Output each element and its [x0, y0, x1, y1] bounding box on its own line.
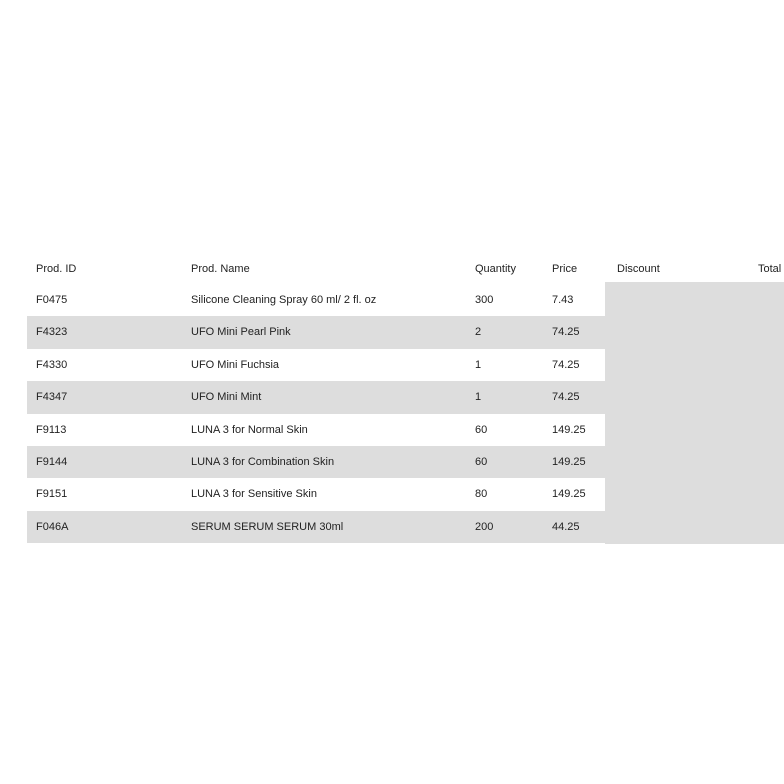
- header-total: Total: [758, 263, 782, 275]
- cell-prod-id: F9144: [36, 455, 68, 468]
- cell-prod-name: UFO Mini Mint: [191, 391, 262, 404]
- cell-prod-id: F046A: [36, 520, 69, 533]
- cell-prod-id: F9113: [36, 423, 67, 436]
- cell-prod-name: Silicone Cleaning Spray 60 ml/ 2 fl. oz: [191, 294, 377, 306]
- header-discount: Discount: [617, 263, 660, 275]
- cell-quantity: 300: [475, 294, 494, 306]
- products-table: [27, 254, 784, 543]
- table-header-row: [27, 254, 784, 284]
- cell-prod-id: F4347: [36, 391, 68, 404]
- cell-prod-id: F4323: [36, 326, 68, 339]
- cell-prod-id: F9151: [36, 488, 68, 501]
- table-row: [27, 511, 605, 543]
- cell-prod-name: LUNA 3 for Normal Skin: [191, 423, 308, 436]
- cell-prod-name: LUNA 3 for Combination Skin: [191, 455, 335, 468]
- cell-quantity: 2: [475, 326, 482, 339]
- cell-quantity: 1: [475, 358, 482, 371]
- cell-price: 44.25: [552, 520, 580, 533]
- header-quantity: Quantity: [475, 263, 516, 275]
- table-row: [27, 349, 605, 381]
- discount-total-shaded-area: [605, 282, 784, 544]
- header-price: Price: [552, 263, 578, 275]
- cell-price: 7.43: [552, 294, 574, 306]
- cell-price: 74.25: [552, 358, 580, 371]
- table-row: [27, 284, 605, 316]
- cell-prod-id: F4330: [36, 358, 68, 371]
- cell-prod-name: LUNA 3 for Sensitive Skin: [191, 488, 317, 501]
- table-row: [27, 446, 605, 478]
- cell-price: 149.25: [552, 488, 586, 501]
- cell-prod-name: UFO Mini Pearl Pink: [191, 326, 291, 339]
- table-row: [27, 381, 605, 413]
- cell-prod-id: F0475: [36, 294, 68, 306]
- table-row: [27, 316, 605, 348]
- cell-price: 149.25: [552, 423, 586, 436]
- table-row: [27, 414, 605, 446]
- cell-quantity: 80: [475, 488, 488, 501]
- cell-price: 149.25: [552, 455, 586, 468]
- cell-quantity: 60: [475, 455, 488, 468]
- cell-quantity: 200: [475, 520, 494, 533]
- header-prod-id: Prod. ID: [36, 263, 77, 275]
- header-prod-name: Prod. Name: [191, 263, 250, 275]
- table-row: [27, 478, 605, 510]
- cell-quantity: 60: [475, 423, 488, 436]
- cell-price: 74.25: [552, 326, 580, 339]
- cell-prod-name: SERUM SERUM SERUM 30ml: [191, 520, 344, 533]
- cell-quantity: 1: [475, 391, 482, 404]
- cell-price: 74.25: [552, 391, 580, 404]
- cell-prod-name: UFO Mini Fuchsia: [191, 358, 280, 371]
